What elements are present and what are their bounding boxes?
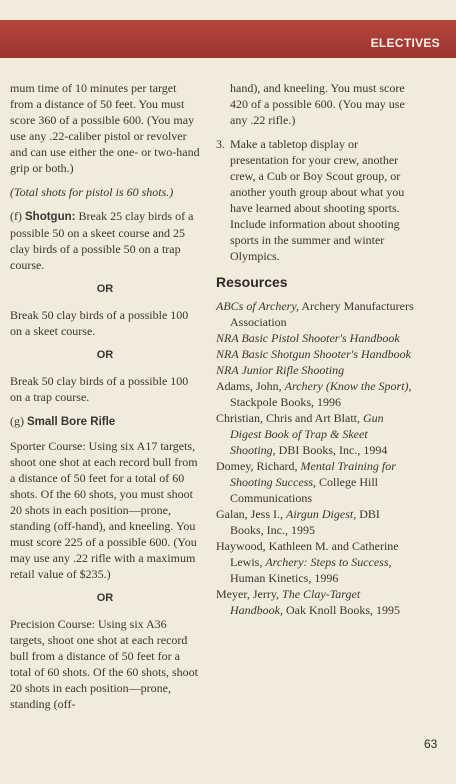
resource-title: NRA Basic Pistol Shooter's Handbook	[216, 331, 400, 345]
resource-title: Gun Digest Book of Trap & Skeet Shooting,	[230, 411, 384, 457]
resource-publisher: Archery Manufacturers Association	[230, 299, 414, 329]
paragraph-sporter-course: Sporter Course: Using six A17 targets, shoot one shot at each record bull from a distance of 50 feet for a total of 60 shots. Of the 60 shots, you must shoot 20 shots in each position—prone, standing (off-hand), and kneeling. You must score 225 of a possible 600. (You may use any .22 rifle with a maximum retail value of $235.)	[10, 439, 198, 581]
resource-author: Haywood, Kathleen M. and Catherine Lewis,	[216, 539, 399, 569]
left-column	[10, 80, 200, 720]
requirement-item-3	[216, 136, 414, 264]
paragraph-skeet-option: Break 50 clay birds of a possible 100 on a skeet course.	[10, 308, 189, 338]
resource-title: Mental Training for Shooting Success,	[230, 459, 396, 489]
resource-author: Domey, Richard,	[216, 459, 301, 473]
section-banner	[0, 20, 456, 58]
resource-entry	[216, 298, 414, 330]
resource-entry	[216, 410, 414, 458]
resource-publisher: DBI Books, Inc., 1995	[230, 507, 380, 537]
resources-heading: Resources	[216, 274, 288, 290]
small-bore-rifle-heading: Small Bore Rifle	[27, 416, 116, 428]
resource-author: Galan, Jess I.,	[216, 507, 286, 521]
resource-title: ABCs of Archery,	[216, 299, 299, 313]
resource-entry	[216, 506, 414, 538]
resource-list	[216, 298, 414, 618]
section-title: ELECTIVES	[370, 36, 440, 50]
right-column	[216, 80, 414, 618]
paragraph-precision-continued: hand), and kneeling. You must score 420 of a possible 600. (You may use any .22 rifle.)	[230, 81, 405, 127]
resource-entry	[216, 362, 414, 378]
resource-publisher: College Hill Communications	[230, 475, 378, 505]
resource-entry	[216, 378, 414, 410]
resource-entry	[216, 586, 414, 618]
resource-entry	[216, 330, 414, 346]
resource-publisher: Stackpole Books, 1996	[230, 395, 341, 409]
resource-publisher: DBI Books, Inc., 1994	[275, 443, 388, 457]
paragraph-total-shots-note: (Total shots for pistol is 60 shots.)	[10, 185, 174, 199]
paragraph-trap-option: Break 50 clay birds of a possible 100 on a trap course.	[10, 374, 189, 404]
list-number: 3.	[216, 137, 225, 151]
resource-author: Meyer, Jerry,	[216, 587, 283, 601]
resource-title: The Clay-Target Handbook,	[230, 587, 361, 617]
or-divider: OR	[96, 592, 114, 604]
paragraph-precision-course: Precision Course: Using six A36 targets, shoot one shot at each record bull from a distance of 50 feet for a total of 60 shots. Of the 60 shots, shoot 20 shots in each position—prone, standing (off-	[10, 617, 198, 711]
resource-entry	[216, 538, 414, 586]
resource-title: NRA Basic Shotgun Shooter's Handbook	[216, 347, 411, 361]
resource-title: Airgun Digest,	[285, 507, 357, 521]
or-divider: OR	[96, 349, 114, 361]
paragraph-small-bore-heading	[10, 413, 200, 430]
paragraph-shotgun	[10, 208, 200, 273]
resource-author: Adams, John,	[216, 379, 285, 393]
resource-entry	[216, 346, 414, 362]
resource-entry	[216, 458, 414, 506]
requirement-text: Make a tabletop display or presentation for your crew, another crew, a Cub or Boy Scout group, or another youth group about what you have learned about shooting sports. Include information about shooting sports in the summer and winter Olympics.	[230, 137, 405, 263]
resource-publisher: Human Kinetics, 1996	[230, 571, 339, 585]
item-label-g: (g)	[10, 414, 24, 428]
shotgun-text: Break 25 clay birds of a possible 50 on a skeet course and 25 clay birds of a possible 50 on a trap course.	[10, 209, 194, 272]
or-divider: OR	[96, 283, 114, 295]
resource-title: Archery: Steps to Success,	[265, 555, 392, 569]
paragraph-pistol-continued: mum time of 10 minutes per target from a distance of 50 feet. You must score 360 of a possible 600. (You may use any .22-caliber pistol or revolver and can use either the one- or two-hand grip or both.)	[10, 81, 200, 175]
resource-title: NRA Junior Rifle Shooting	[216, 363, 345, 377]
item-label-f: (f)	[10, 209, 22, 223]
resource-title: Archery (Know the Sport),	[284, 379, 412, 393]
resource-publisher: Oak Knoll Books, 1995	[283, 603, 400, 617]
shotgun-heading: Shotgun:	[25, 211, 76, 223]
page-number: 63	[424, 737, 438, 751]
resource-author: Christian, Chris and Art Blatt,	[216, 411, 363, 425]
